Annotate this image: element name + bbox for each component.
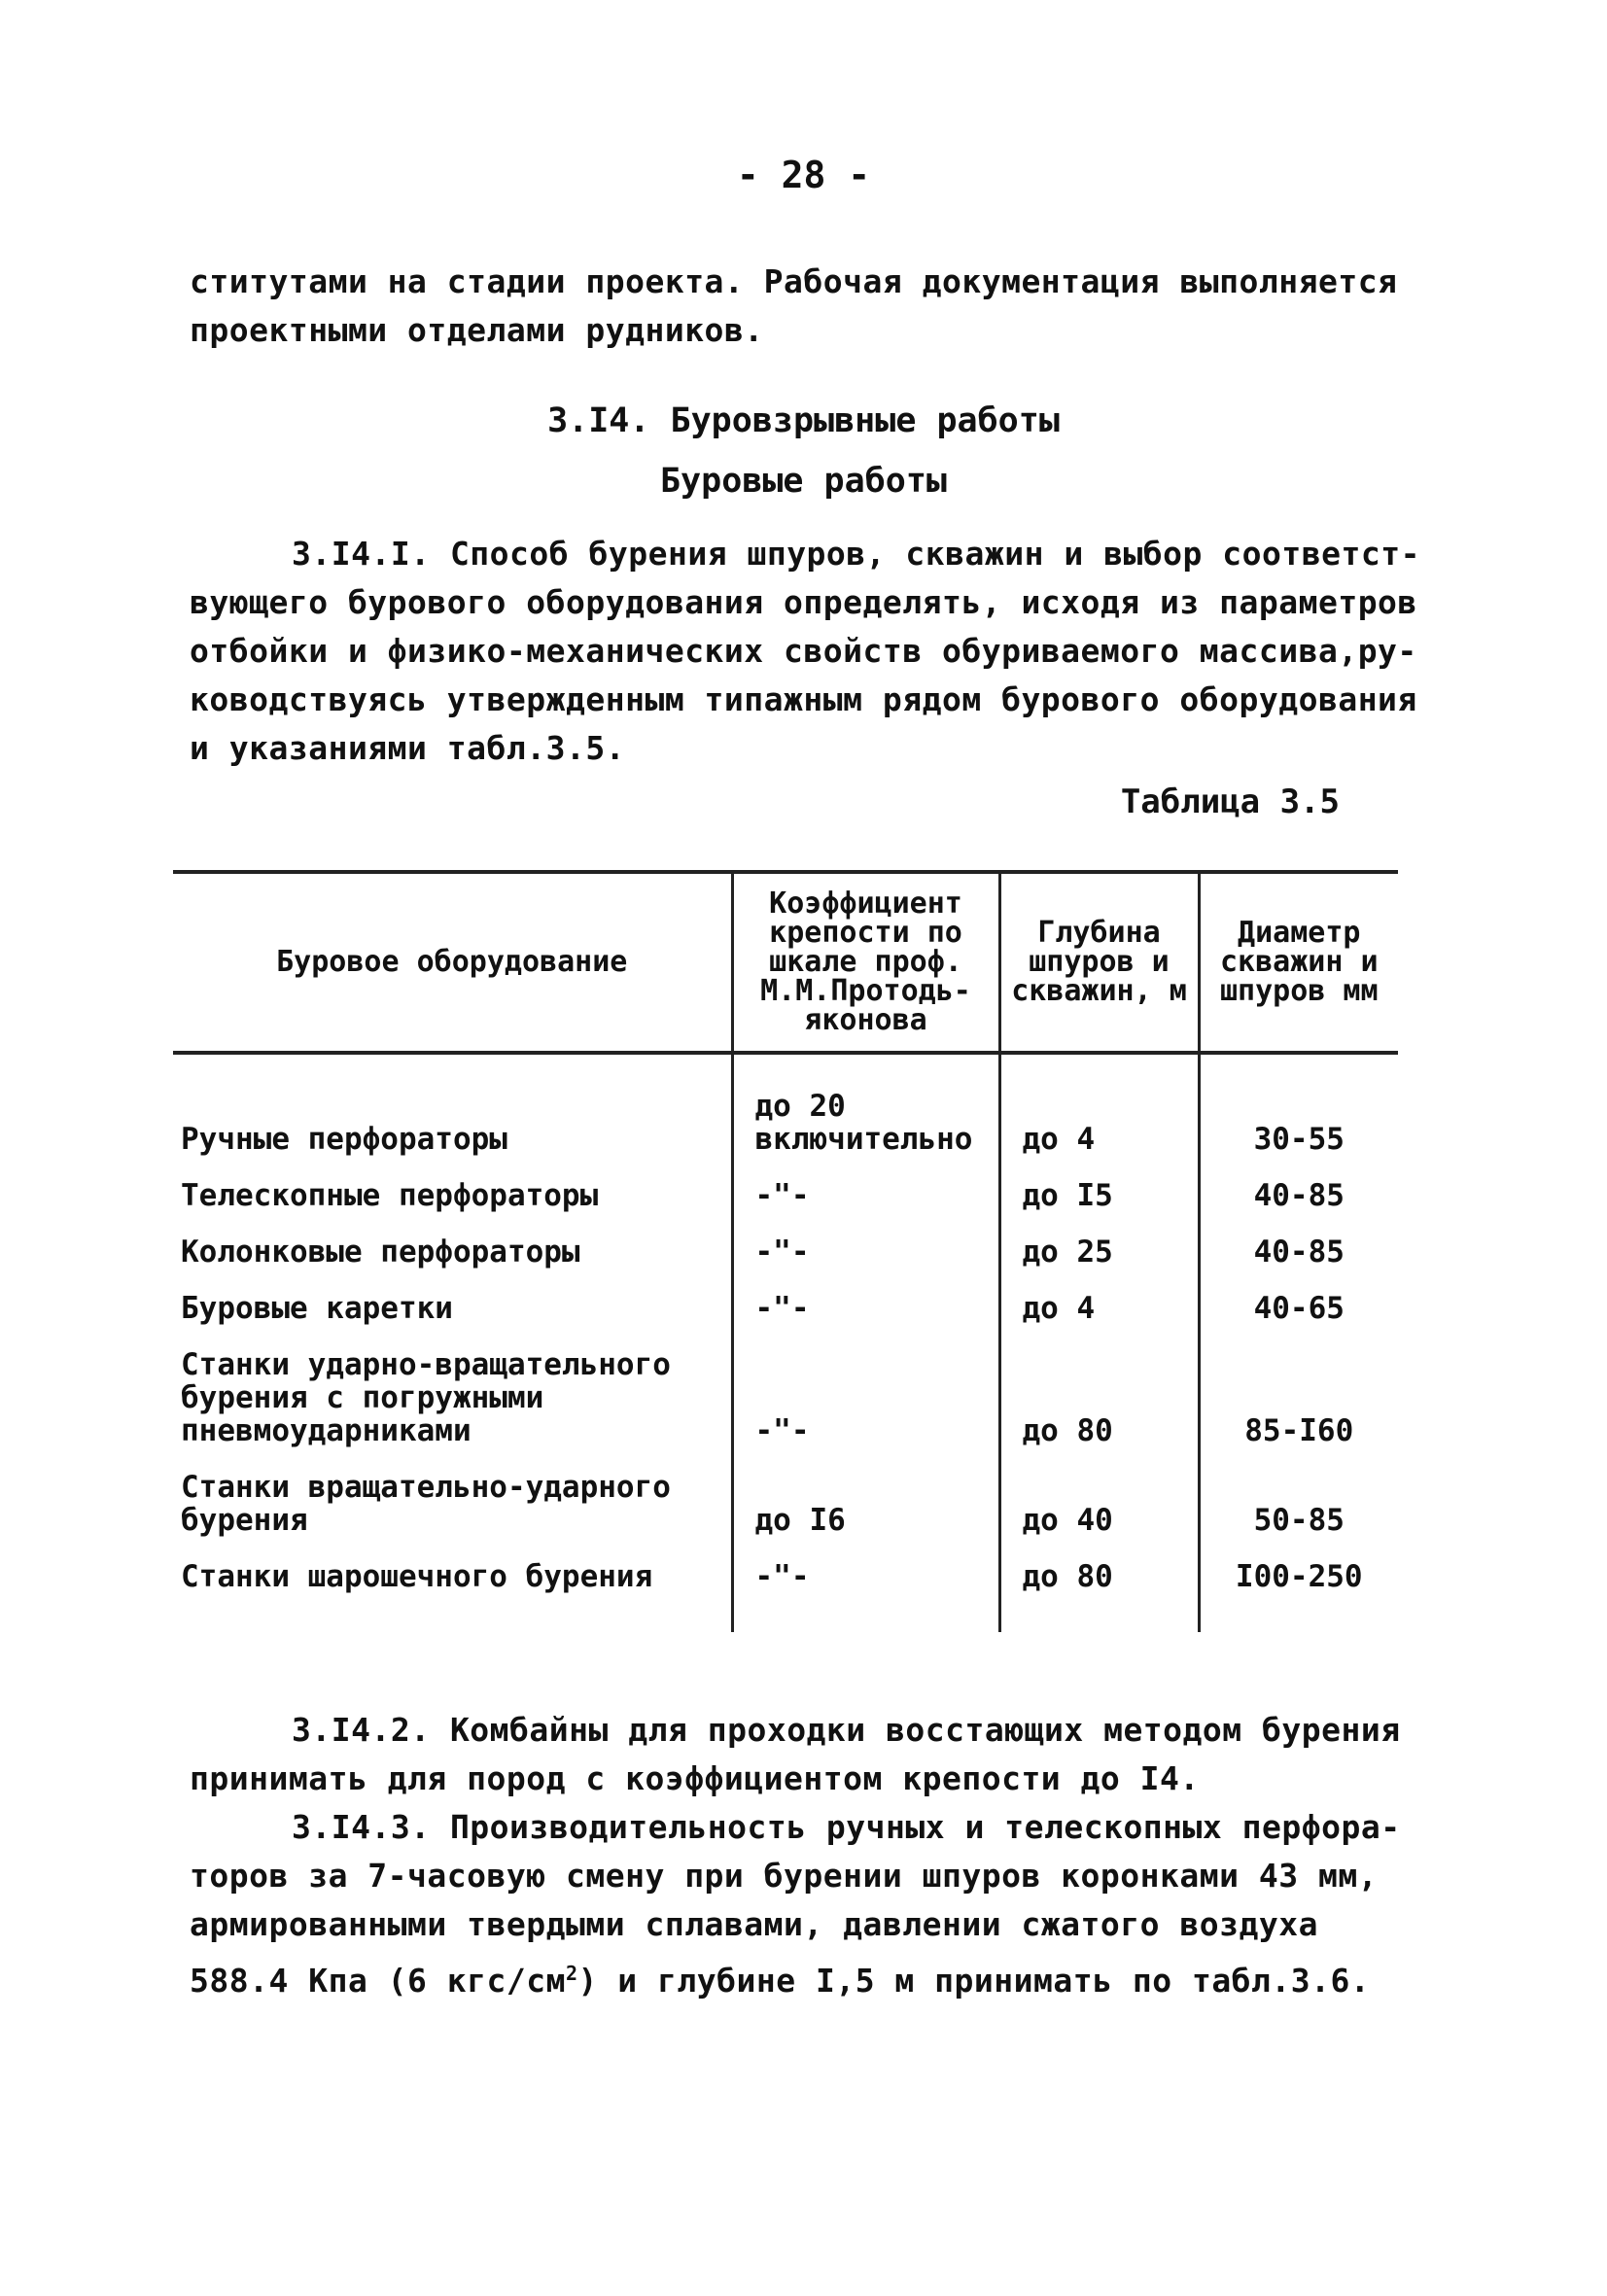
paragraph-3-14-3 <box>190 1803 1405 2005</box>
table-row <box>173 1167 1398 1224</box>
column-header-hardness: Коэффициент крепости по шкале проф. М.М.Протодь-яконова <box>732 872 999 1053</box>
section-title: 3.I4. Буровзрывные работы <box>547 401 1060 440</box>
cell-depth: до 80 <box>999 1548 1199 1632</box>
superscript: 2 <box>566 1962 578 1985</box>
cell-diameter: 40-85 <box>1199 1167 1398 1224</box>
text-line: и указаниями табл.3.5. <box>190 729 626 767</box>
cell-diameter: 40-65 <box>1199 1280 1398 1337</box>
cell-equipment: Станки вращательно-ударного бурения <box>181 1470 671 1538</box>
text-line: принимать для пород с коэффициентом крепости до I4. <box>190 1759 1200 1797</box>
subsection-title: Буровые работы <box>659 462 947 501</box>
table-header-row <box>173 872 1398 1053</box>
intro-paragraph <box>190 258 1405 355</box>
table-caption: Таблица 3.5 <box>1120 783 1340 821</box>
text-line: отбойки и физико-механических свойств обуриваемого массива,ру- <box>190 632 1417 670</box>
cell-hardness: -"- <box>732 1224 999 1280</box>
cell-diameter: 40-85 <box>1199 1224 1398 1280</box>
column-header-equipment: Буровое оборудование <box>276 945 628 979</box>
cell-diameter: 85-I60 <box>1199 1337 1398 1459</box>
cell-depth: до 4 <box>999 1053 1199 1167</box>
cell-hardness: до 20 включительно <box>732 1053 999 1167</box>
cell-hardness: -"- <box>732 1548 999 1632</box>
table-row <box>173 1337 1398 1459</box>
text-line: 3.I4.2. Комбайны для проходки восстающих методом бурения <box>292 1711 1401 1749</box>
cell-equipment: Ручные перфораторы <box>181 1122 507 1157</box>
drilling-equipment-table <box>173 870 1398 1632</box>
text-line: 3.I4.I. Способ бурения шпуров, скважин и выбор соответст- <box>292 535 1420 573</box>
cell-depth: до 40 <box>999 1459 1199 1548</box>
cell-hardness: -"- <box>732 1167 999 1224</box>
cell-depth: до 4 <box>999 1280 1199 1337</box>
cell-equipment: Станки ударно-вращательного бурения с погружными пневмоударниками <box>181 1347 671 1448</box>
cell-depth: до 80 <box>999 1337 1199 1459</box>
text-line: торов за 7-часовую смену при бурении шпуров коронками 43 мм, <box>190 1857 1379 1895</box>
text-line: 3.I4.3. Производительность ручных и телескопных перфора- <box>292 1808 1401 1846</box>
cell-diameter: 30-55 <box>1199 1053 1398 1167</box>
cell-depth: до I5 <box>999 1167 1199 1224</box>
cell-hardness: -"- <box>732 1337 999 1459</box>
text-line: ститутами на стадии проекта. Рабочая документация выполняется <box>190 262 1398 300</box>
cell-equipment: Телескопные перфораторы <box>181 1178 599 1213</box>
column-header-diameter: Диаметр скважин и шпуров мм <box>1199 872 1398 1053</box>
cell-equipment: Колонковые перфораторы <box>181 1235 580 1270</box>
paragraph-3-14-2 <box>190 1706 1405 1803</box>
cell-equipment: Станки шарошечного бурения <box>181 1559 653 1594</box>
text-line: вующего бурового оборудования определять, исходя из параметров <box>190 583 1417 621</box>
text-line: ководствуясь утвержденным типажным рядом бурового оборудования <box>190 680 1417 718</box>
cell-depth: до 25 <box>999 1224 1199 1280</box>
text-fragment: ) и глубине I,5 м принимать по табл.3.6. <box>577 1962 1371 2000</box>
text-line: проектными отделами рудников. <box>190 311 764 349</box>
cell-diameter: 50-85 <box>1199 1459 1398 1548</box>
table-row <box>173 1280 1398 1337</box>
cell-hardness: -"- <box>732 1280 999 1337</box>
paragraph-3-14-1 <box>190 530 1420 773</box>
table-row <box>173 1548 1398 1632</box>
text-line: армированными твердыми сплавами, давлении сжатого воздуха <box>190 1905 1318 1943</box>
cell-equipment: Буровые каретки <box>181 1291 453 1326</box>
page-number: - 28 - <box>736 154 871 196</box>
text-line <box>190 1949 1405 2005</box>
cell-hardness: до I6 <box>732 1459 999 1548</box>
column-header-depth: Глубина шпуров и скважин, м <box>999 872 1199 1053</box>
cell-diameter: I00-250 <box>1199 1548 1398 1632</box>
table-row <box>173 1459 1398 1548</box>
text-fragment: 588.4 Кпа (6 кгс/см <box>190 1962 566 2000</box>
table-row <box>173 1224 1398 1280</box>
table-row <box>173 1053 1398 1167</box>
